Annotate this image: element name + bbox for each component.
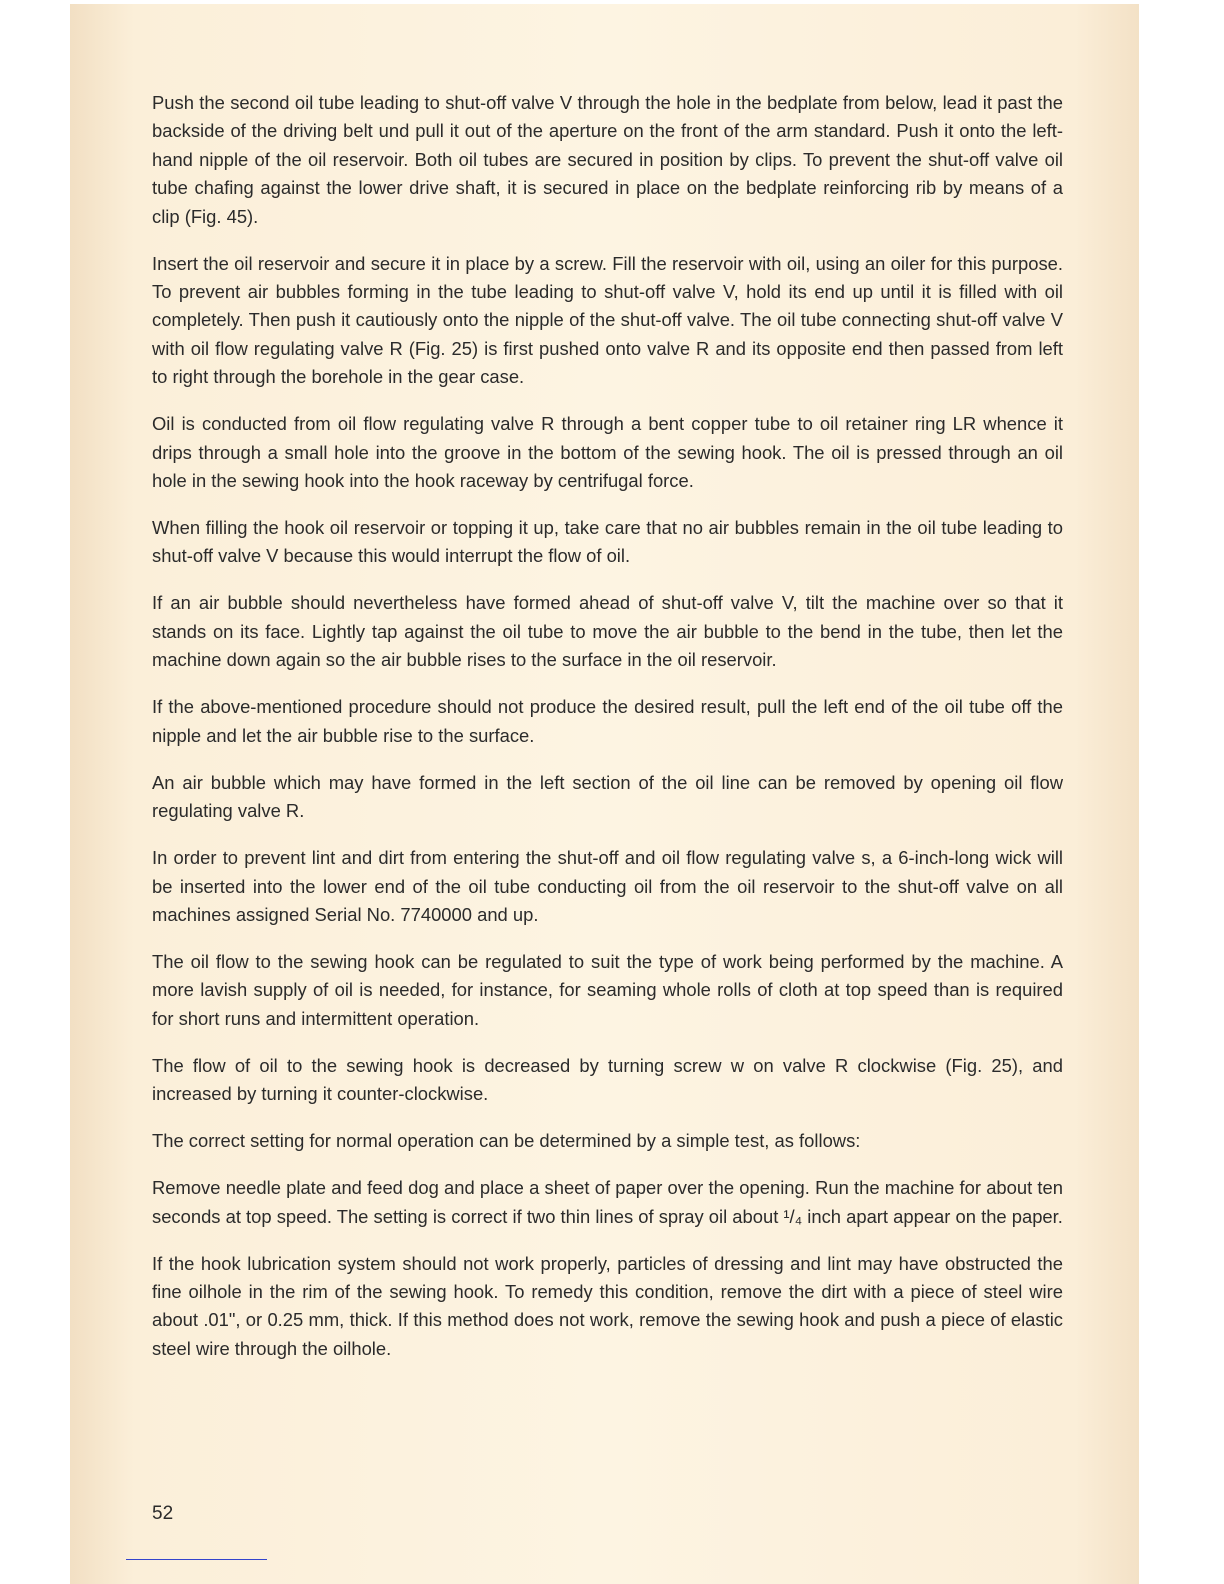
bottom-rule [126, 1559, 267, 1560]
paragraph-oil-tube-routing: Push the second oil tube leading to shut-off valve V through the hole in the bedplate from below, lead it past the backside of the driving belt und pull it out of the aperture on the front of the arm standard. Push it onto the left-hand nipple of the oil reservoir. Both oil tubes are secured in position by clips. To prevent the shut-off valve oil tube chafing against the lower drive shaft, it is secured in place on the bedplate reinforcing rib by means of a clip (Fig. 45). [152, 92, 1063, 227]
paragraph-air-bubble-tilt: If an air bubble should nevertheless have formed ahead of shut-off valve V, tilt the machine over so that it stands on its face. Lightly tap against the oil tube to move the air bubble to the bend in the tube, then let the machine down again so the air bubble rises to the surface in the oil reservoir. [152, 592, 1063, 671]
paragraph-screw-adjustment: The flow of oil to the sewing hook is decreased by turning screw w on valve R clockwise (Fig. 25), and increased by turning it counter-clockwise. [152, 1054, 1063, 1105]
paragraph-wick: In order to prevent lint and dirt from entering the shut-off and oil flow regulating valve s, a 6-inch-long wick will be inserted into the lower end of the oil tube conducting oil from the oil reservoir to the shut-off valve on all machines assigned Serial No. 7740000 and up. [152, 847, 1063, 925]
paragraph-oil-conduction: Oil is conducted from oil flow regulating valve R through a bent copper tube to oil retainer ring LR whence it drips through a small hole into the groove in the bottom of the sewing hook. The oil is pressed through an oil hole in the sewing hook into the hook raceway by centrifugal force. [152, 413, 1063, 492]
paragraph-troubleshooting: If the hook lubrication system should not work properly, particles of dressing and lint may have obstructed the fine oilhole in the rim of the sewing hook. To remedy this condition, remove the dirt with a piece of steel wire about .01", or 0.25 mm, thick. If this method does not work, remove the sewing hook and push a piece of elastic steel wire through the oilhole. [152, 1252, 1063, 1359]
page-body [152, 89, 1063, 1382]
paragraph-filling-caution: When filling the hook oil reservoir or topping it up, take care that no air bubbles remain in the oil tube leading to shut-off valve V because this would interrupt the flow of oil. [152, 517, 1063, 567]
paragraph-test-procedure: Remove needle plate and feed dog and place a sheet of paper over the opening. Run the machine for about ten seconds at top speed. The setting is correct if two thin lines of spray oil about ¹/₄ inch apart appear on the paper. [152, 1177, 1063, 1227]
paragraph-insert-reservoir: Insert the oil reservoir and secure it in place by a screw. Fill the reservoir with oil, using an oiler for this purpose. To prevent air bubbles forming in the tube leading to shut-off valve V, hold its end up until it is filled with oil completely. Then push it cautiously onto the nipple of the shut-off valve. The oil tube connecting shut-off valve V with oil flow regulating valve R (Fig. 25) is first pushed onto valve R and its opposite end then passed from left to right through the borehole in the gear case. [152, 252, 1063, 388]
paragraph-test-intro: The correct setting for normal operation can be determined by a simple test, as follows: [152, 1130, 861, 1152]
page-number: 52 [152, 1503, 174, 1524]
paragraph-air-bubble-nipple: If the above-mentioned procedure should not produce the desired result, pull the left end of the oil tube off the nipple and let the air bubble rise to the surface. [152, 696, 1063, 746]
paragraph-left-section-bubble: An air bubble which may have formed in the left section of the oil line can be removed by opening oil flow regulating valve R. [152, 771, 1063, 822]
paragraph-oil-flow-regulation: The oil flow to the sewing hook can be regulated to suit the type of work being performed by the machine. A more lavish supply of oil is needed, for instance, for seaming whole rolls of cloth at top speed than is required for short runs and intermittent operation. [152, 950, 1063, 1029]
